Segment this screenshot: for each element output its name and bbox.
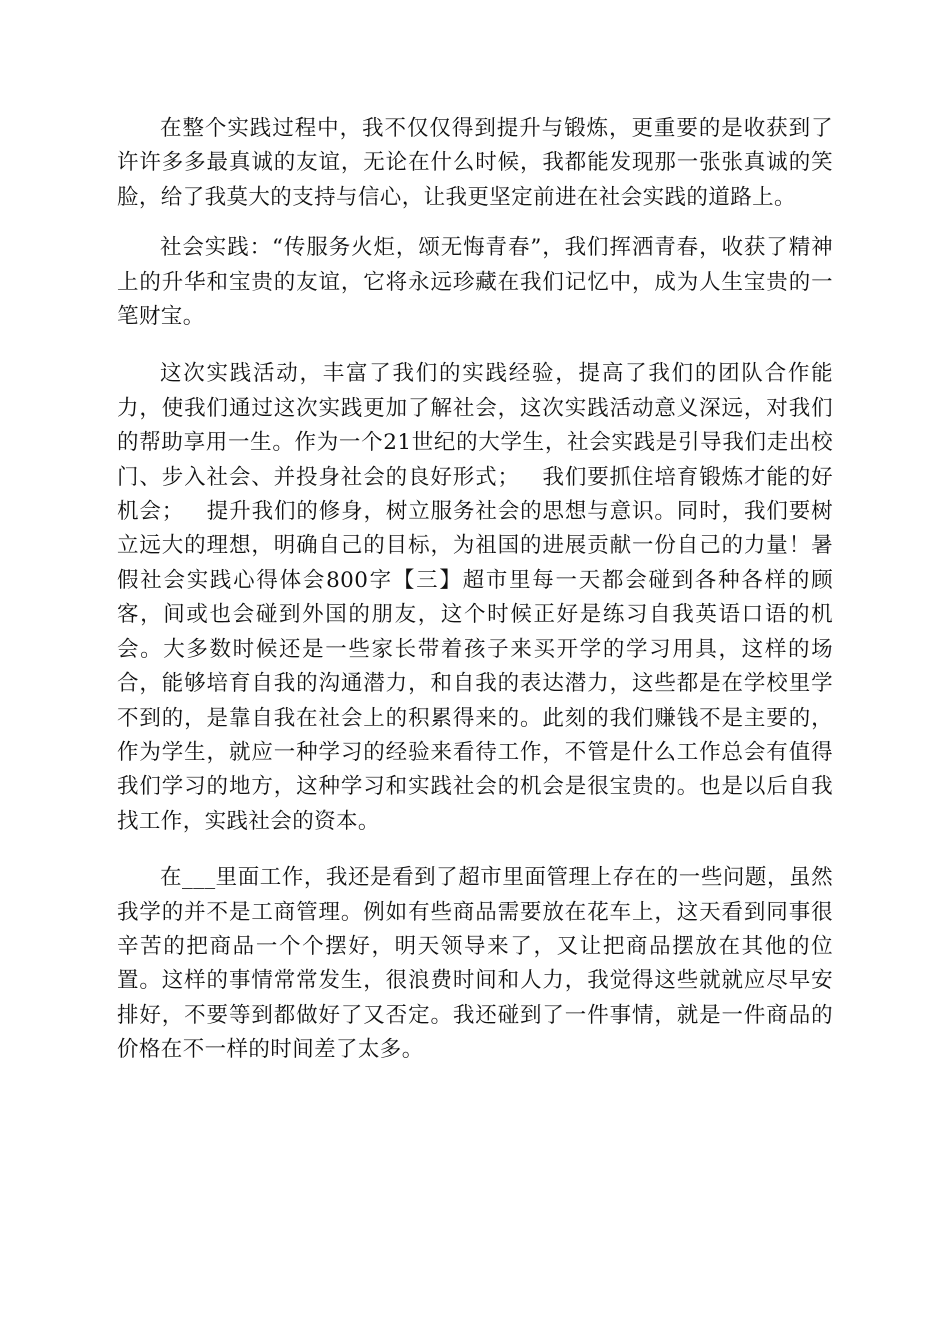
- paragraph-4: 在___里面工作，我还是看到了超市里面管理上存在的一些问题，虽然我学的并不是工商管理。例如有些商品需要放在花车上，这天看到同事很辛苦的把商品一个个摆好，明天领导来了，又让把商品摆放在其他的位置。这样的事情常常发生，很浪费时间和人力，我觉得这些就就应尽早安排好，不要等到都做好了又否定。我还碰到了一件事情，就是一件商品的价格在不一样的时间差了太多。: [117, 865, 833, 1063]
- paragraph-3: 这次实践活动，丰富了我们的实践经验，提高了我们的团队合作能力，使我们通过这次实践更加了解社会，这次实践活动意义深远，对我们的帮助享用一生。作为一个21世纪的大学生，社会实践是引导我们走出校门、步入社会、并投身社会的良好形式； 我们要抓住培育锻炼才能的好机会； 提升我们的修身，树立服务社会的思想与意识。同时，我们要树立远大的理想，明确自己的目标，为祖国的进展贡献一份自己的力量！暑假社会实践心得体会800字【三】超市里每一天都会碰到各种各样的顾客，间或也会碰到外国的朋友，这个时候正好是练习自我英语口语的机会。大多数时候还是一些家长带着孩子来买开学的学习用具，这样的场合，能够培育自我的沟通潜力，和自我的表达潜力，这些都是在学校里学不到的，是靠自我在社会上的积累得来的。此刻的我们赚钱不是主要的，作为学生，就应一种学习的经验来看待工作，不管是什么工作总会有值得我们学习的地方，这种学习和实践社会的机会是很宝贵的。也是以后自我找工作，实践社会的资本。: [117, 361, 833, 834]
- paragraph-1: 在整个实践过程中，我不仅仅得到提升与锻炼，更重要的是收获到了许许多多最真诚的友谊，无论在什么时候，我都能发现那一张张真诚的笑脸，给了我莫大的支持与信心，让我更坚定前进在社会实践的道路上。: [117, 116, 833, 210]
- document-page: [117, 112, 833, 1068]
- paragraph-2: 社会实践：“传服务火炬，颂无悔青春”，我们挥洒青春，收获了精神上的升华和宝贵的友谊，它将永远珍藏在我们记忆中，成为人生宝贵的一笔财宝。: [117, 235, 833, 330]
